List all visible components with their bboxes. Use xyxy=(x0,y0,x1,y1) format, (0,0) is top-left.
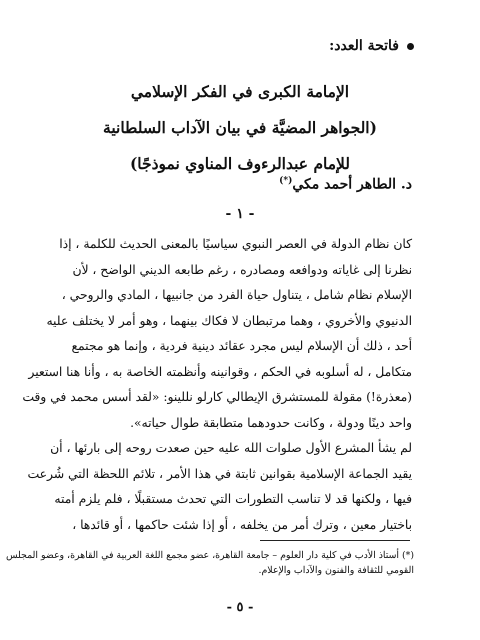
footnote-divider xyxy=(260,540,410,541)
issue-opening-heading xyxy=(329,38,414,54)
body-line: واحد دينًا ودولة ، وكانت حدودهما متطابقة طوال حياته». xyxy=(130,415,412,430)
title-line-1: الإمامة الكبرى في الفكر الإسلامي xyxy=(130,82,350,101)
author-byline xyxy=(279,176,412,193)
author-name: د. الطاهر أحمد مكي xyxy=(292,176,412,193)
body-line: (معذرة!) مقولة للمستشرق الإيطالي كارلو نللينو: «لقد أسس محمد في وقت xyxy=(22,390,412,404)
page-number: - ٥ - xyxy=(226,600,254,615)
footnote xyxy=(6,548,414,578)
body-line: الدنيوي والأخروي ، وهما مرتبطان لا فكاك بينهما ، وهو أمر لا يختلف عليه xyxy=(46,313,412,328)
article-title xyxy=(60,74,420,182)
body-line: أحد ، ذلك أن الإسلام ليس مجرد عقائد دينية فردية ، وإنما هو مجتمع xyxy=(71,339,412,353)
issue-opening-label: فاتحة العدد: xyxy=(329,38,399,54)
footnote-marker: (*) xyxy=(279,176,293,186)
body-line: يقيد الجماعة الإسلامية بقوانين ثابتة في هذا الأمر ، تلائم اللحظة التي شُرعت xyxy=(27,466,412,481)
body-line: كان نظام الدولة في العصر النبوي سياسيًا بالمعنى الحديث للكلمة ، إذا xyxy=(59,237,412,251)
footnote-line: (*) أستاذ الأدب في كلية دار العلوم – جامعة القاهرة، عضو مجمع اللغة العربية في القاهرة، وعضو المجلس xyxy=(6,550,414,561)
title-line-3: للإمام عبدالرءوف المناوي نموذجًا) xyxy=(129,154,351,173)
body-line: متكامل ، له أسلوبه في الحكم ، وقوانينه وأنظمته الخاصة به ، وأنا هنا استعير xyxy=(28,364,412,379)
bullet-icon xyxy=(407,43,414,50)
footnote-line: القومي للثقافة والفنون والآداب والإعلام. xyxy=(258,565,414,576)
body-paragraphs xyxy=(22,232,412,538)
body-line: الإسلام نظام شامل ، يتناول حياة الفرد من جانبيها ، المادي والروحي ، xyxy=(61,288,412,302)
title-line-2: (الجواهر المضيَّة في بيان الآداب السلطانية xyxy=(103,118,377,137)
section-number: - ١ - xyxy=(225,206,255,222)
body-line: نظرنا إلى غاياته ودوافعه ومصادره ، رغم طابعه الديني الواضح ، لأن xyxy=(72,262,412,277)
body-line: باختيار معين ، وترك أمر من يخلفه ، أو إذا شئت حاكمها ، أو قائدها ، xyxy=(72,517,412,532)
body-line: فيها ، ولكنها قد لا تناسب التطورات التي تحدث مستقبلًا ، فلم يلزم أمته xyxy=(54,492,412,506)
body-line: لم يشأ المشرع الأول صلوات الله عليه حين صعدت روحه إلى بارئها ، أن xyxy=(50,441,412,455)
